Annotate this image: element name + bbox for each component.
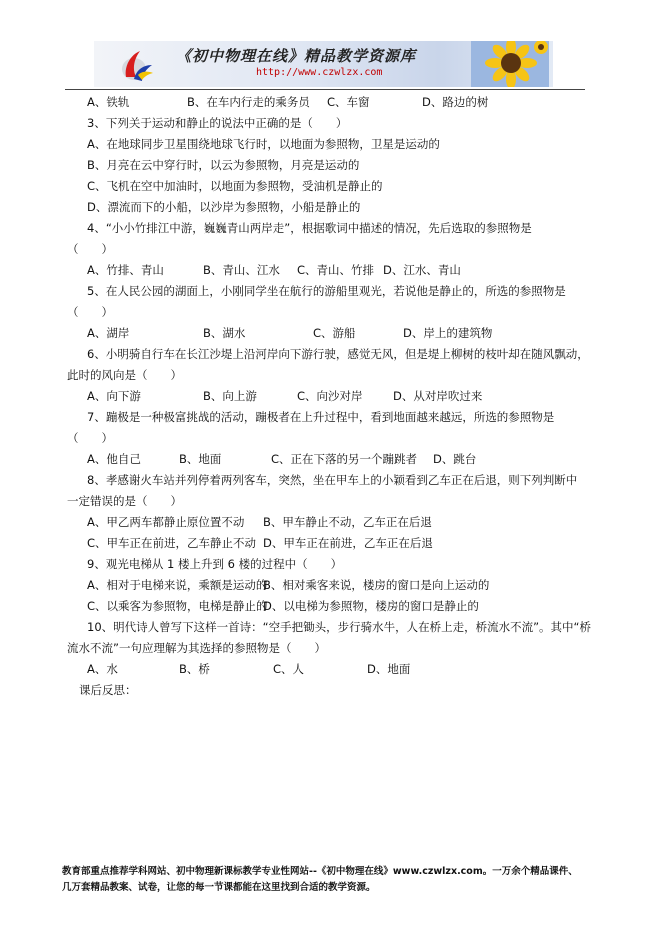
option-d: D、跳台 [433, 452, 477, 466]
option-b: B、地面 [179, 452, 222, 466]
option-row [67, 260, 587, 281]
question-8: 8、孝感谢火车站并列停着两列客车，突然，坐在甲车上的小颖看到乙车正在后退，则下列判断中 [87, 473, 578, 487]
option-row [67, 92, 587, 113]
question-9: 9、观光电梯从 1 楼上升到 6 楼的过程中（ ） [87, 557, 343, 571]
option-b: B、青山、江水 [203, 263, 280, 277]
site-logo-icon [120, 47, 154, 83]
option-b: B、相对乘客来说，楼房的窗口是向上运动的 [263, 578, 490, 592]
banner-url: http://www.czwlzx.com [256, 67, 383, 78]
option-row [67, 575, 587, 596]
option-a: A、他自己 [87, 452, 141, 466]
option-d: D、从对岸吹过来 [393, 389, 483, 403]
question-3-option-c: C、飞机在空中加油时，以地面为参照物，受油机是静止的 [87, 179, 383, 193]
question-8-cont: 一定错误的是（ ） [67, 494, 182, 508]
header-banner [94, 41, 553, 87]
question-4: 4、“小小竹排江中游，巍巍青山两岸走”，根据歌词中描述的情况，先后选取的参照物是 [87, 221, 532, 235]
question-3-option-d: D、漂流而下的小船，以沙岸为参照物，小船是静止的 [87, 200, 361, 214]
option-a: A、甲乙两车都静止原位置不动 [87, 515, 245, 529]
header-divider [65, 89, 585, 90]
option-d: D、岸上的建筑物 [403, 326, 493, 340]
option-b: B、桥 [179, 662, 210, 676]
option-b: B、湖水 [203, 326, 246, 340]
footer-line-1: 教育部重点推荐学科网站、初中物理新课标教学专业性网站--《初中物理在线》www.czwlzx.com。一万余个精品课件、 [62, 866, 578, 877]
question-3-option-a: A、在地球同步卫星围绕地球飞行时，以地面为参照物，卫星是运动的 [87, 137, 440, 151]
option-c: C、青山、竹排 [297, 263, 375, 277]
option-c: C、以乘客为参照物，电梯是静止的 [87, 599, 268, 613]
option-d: D、地面 [367, 662, 411, 676]
option-a: A、竹排、青山 [87, 263, 164, 277]
footer-line-2: 几万套精品教案、试卷，让您的每一节课都能在这里找到合适的教学资源。 [62, 882, 376, 893]
option-row [67, 386, 587, 407]
option-row [67, 449, 587, 470]
option-a: A、向下游 [87, 389, 141, 403]
option-c: C、甲车正在前进，乙车静止不动 [87, 536, 257, 550]
option-row [67, 323, 587, 344]
option-c: C、正在下落的另一个蹦跳者 [271, 452, 418, 466]
option-a: A、相对于电梯来说，乘额是运动的 [87, 578, 268, 592]
option-a: A、湖岸 [87, 326, 130, 340]
option-row [67, 512, 587, 533]
question-6: 6、小明骑自行车在长江沙堤上沿河岸向下游行驶，感觉无风，但是堤上柳树的枝叶却在随风飘动， [87, 347, 589, 361]
question-3: 3、下列关于运动和静止的说法中正确的是（ ） [87, 116, 348, 130]
question-10-cont: 流水不流”一句应理解为其选择的参照物是（ ） [67, 641, 326, 655]
option-d: D、甲车正在前进，乙车正在后退 [263, 536, 433, 550]
option-d: D、江水、青山 [383, 263, 461, 277]
option-c: C、向沙对岸 [297, 389, 363, 403]
banner-title: 《初中物理在线》精品教学资源库 [176, 47, 417, 65]
option-c: C、游船 [313, 326, 356, 340]
option-a: A、水 [87, 662, 118, 676]
reflection-heading: 课后反思： [79, 683, 137, 697]
question-10: 10、明代诗人曾写下这样一首诗：“空手把锄头，步行骑水牛，人在桥上走，桥流水不流”。其中“桥 [87, 620, 592, 634]
option-d: D、路边的树 [422, 95, 489, 109]
option-a: A、铁轨 [87, 95, 130, 109]
sunflower-icon [471, 41, 549, 87]
option-row [67, 533, 587, 554]
option-d: D、以电梯为参照物，楼房的窗口是静止的 [263, 599, 479, 613]
option-c: C、车窗 [327, 95, 370, 109]
question-content [67, 92, 592, 701]
page-footer [62, 864, 602, 896]
question-4-cont: （ ） [67, 242, 113, 256]
option-b: B、在车内行走的乘务员 [187, 95, 310, 109]
question-3-option-b: B、月亮在云中穿行时，以云为参照物，月亮是运动的 [87, 158, 360, 172]
question-5-cont: （ ） [67, 305, 113, 319]
option-c: C、人 [273, 662, 305, 676]
question-6-cont: 此时的风向是（ ） [67, 368, 182, 382]
question-7: 7、蹦极是一种极富挑战的活动，蹦极者在上升过程中，看到地面越来越远，所选的参照物是 [87, 410, 555, 424]
option-row [67, 659, 587, 680]
question-5: 5、在人民公园的湖面上，小刚同学坐在航行的游船里观光，若说他是静止的，所选的参照物是 [87, 284, 566, 298]
option-b: B、向上游 [203, 389, 257, 403]
question-7-cont: （ ） [67, 431, 113, 445]
option-b: B、甲车静止不动，乙车正在后退 [263, 515, 432, 529]
option-row [67, 596, 587, 617]
